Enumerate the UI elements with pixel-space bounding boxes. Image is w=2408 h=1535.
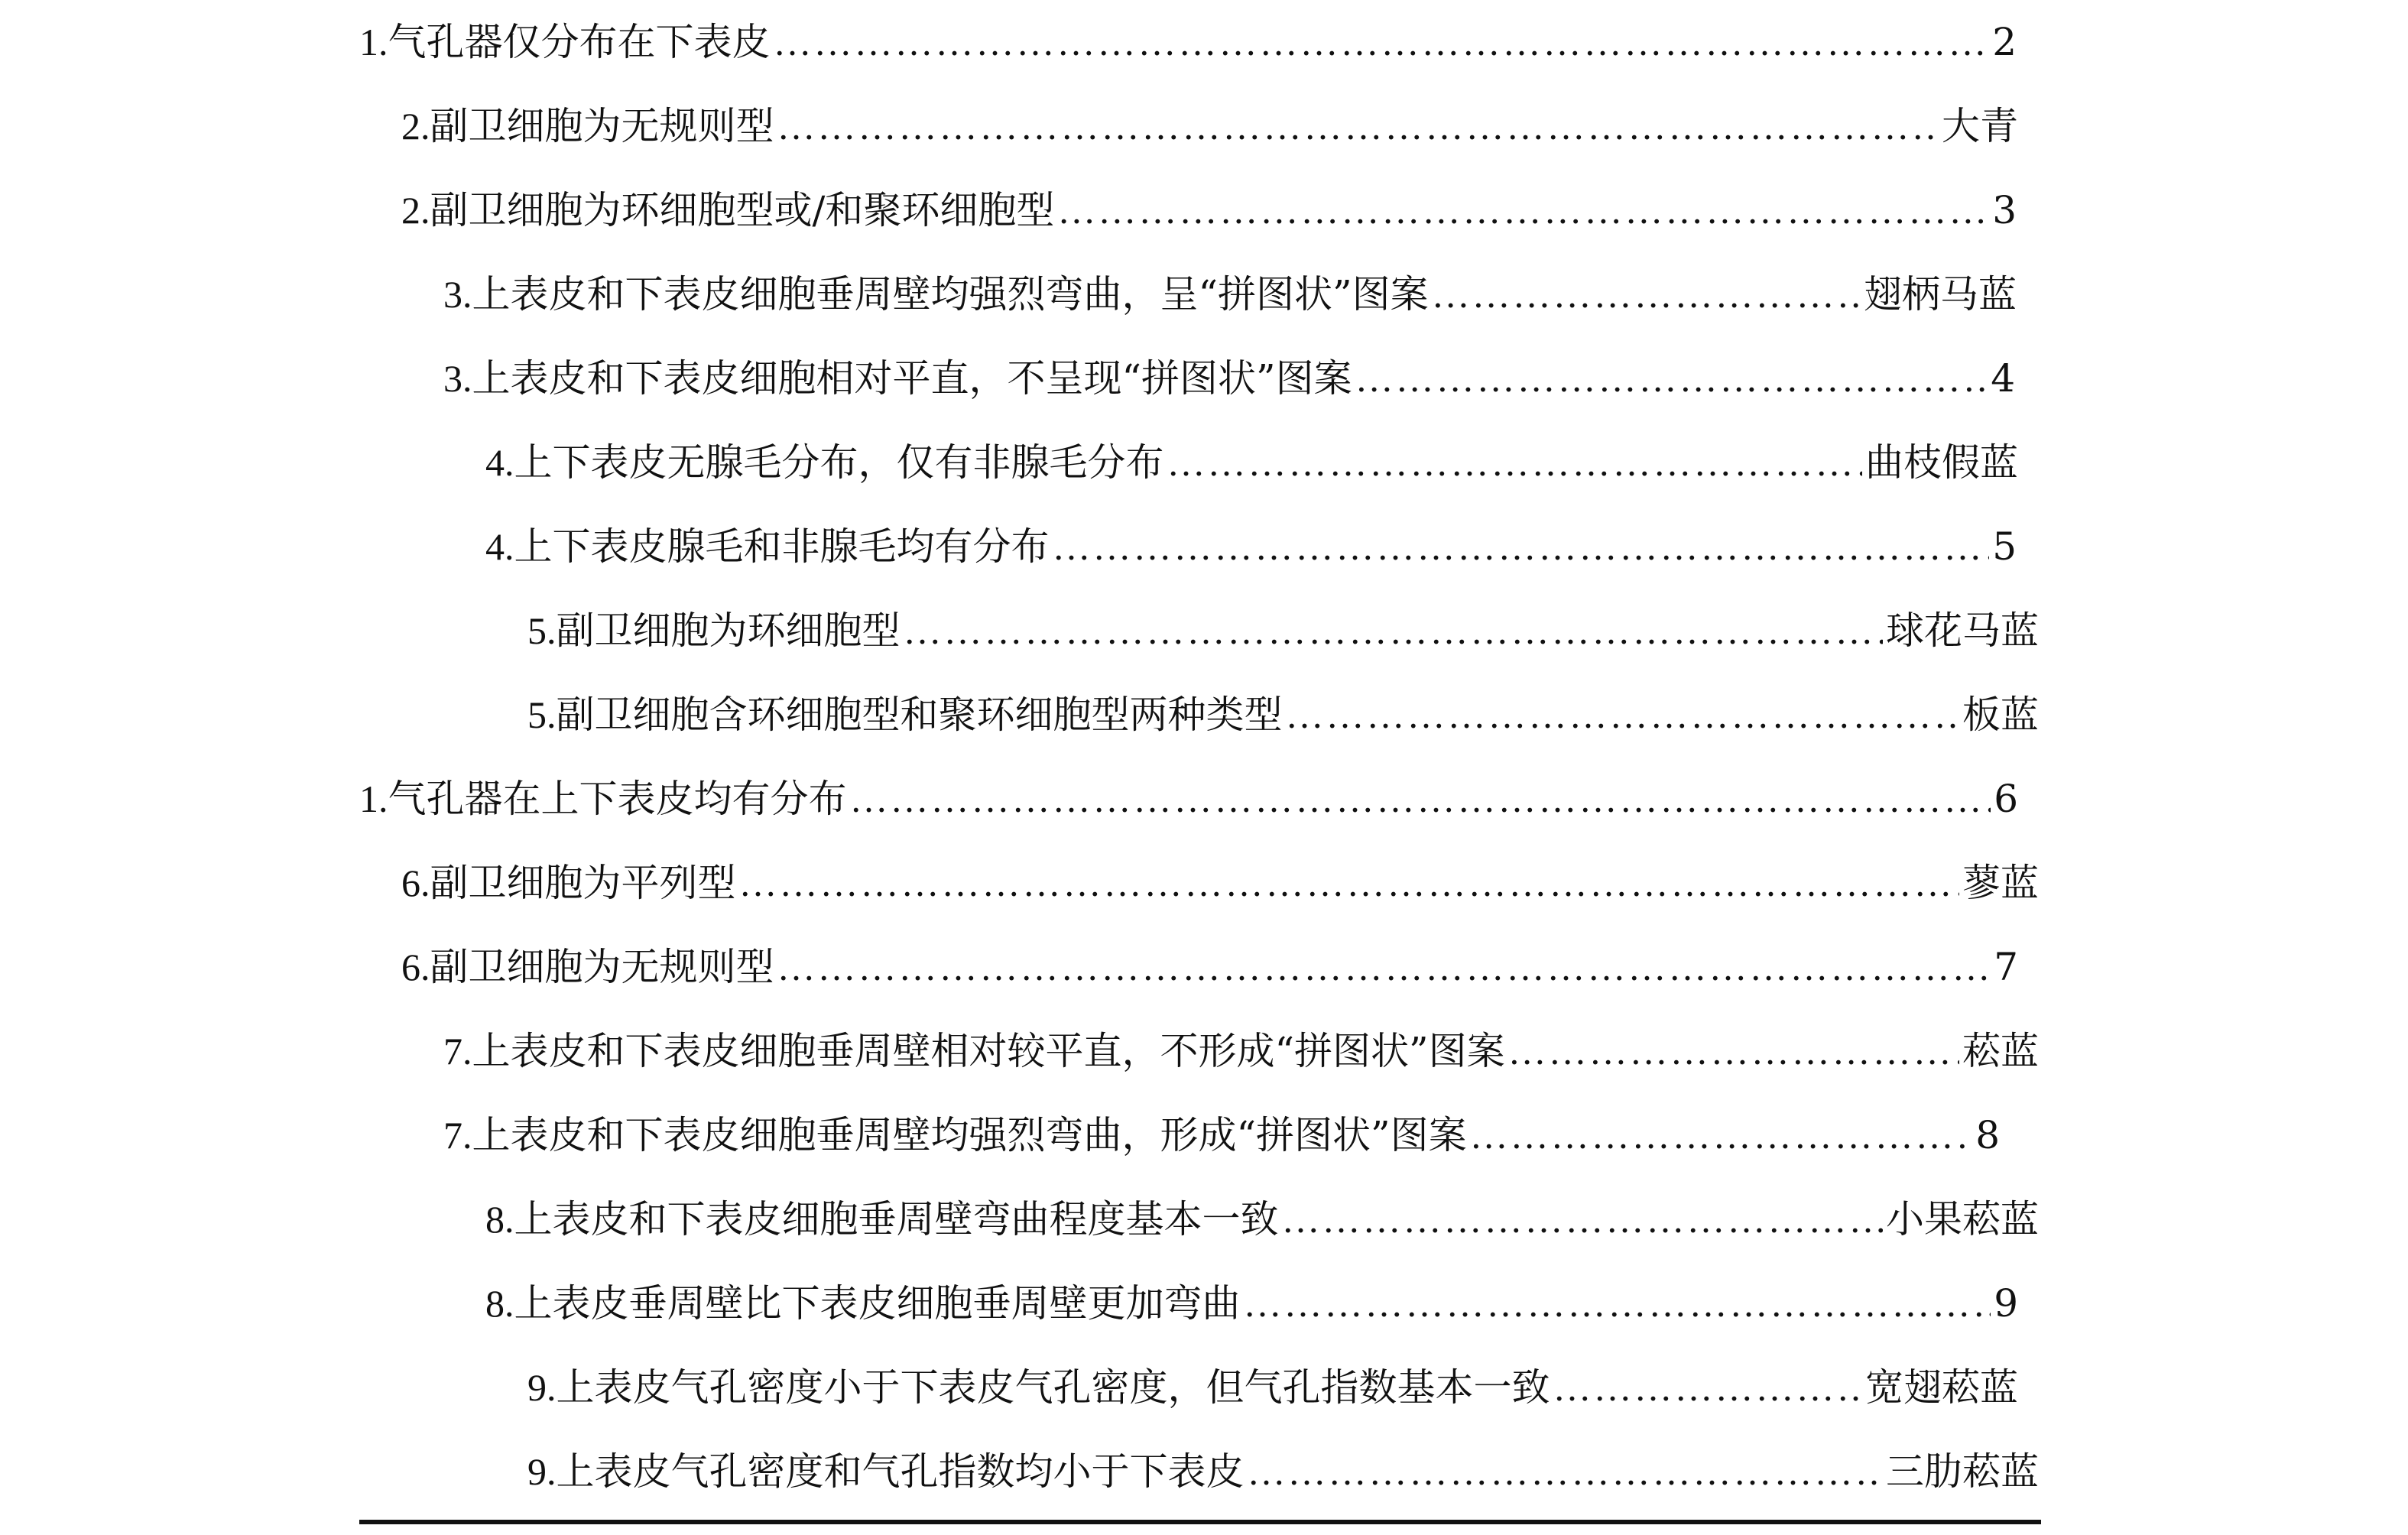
key-number: 6. <box>401 946 430 988</box>
key-number: 1. <box>359 777 388 820</box>
dot-leader <box>739 841 1960 925</box>
key-target: 曲枝假蓝 <box>1865 440 2018 485</box>
key-row <box>443 1009 2039 1093</box>
key-number: 3. <box>443 273 472 316</box>
key-description: 上下表皮腺毛和非腺毛均有分布 <box>514 524 1050 569</box>
dot-leader <box>1355 336 1988 420</box>
key-row <box>485 1261 2018 1345</box>
key-description: 上表皮和下表皮细胞垂周壁均强烈弯曲，形成“拼图状”图案 <box>472 1113 1467 1157</box>
key-target: 小果菘蓝 <box>1886 1197 2039 1241</box>
key-description: 副卫细胞为环细胞型 <box>556 608 901 653</box>
key-target: 3 <box>1992 188 2017 232</box>
key-description: 副卫细胞为无规则型 <box>430 945 774 989</box>
dot-leader <box>774 0 1990 84</box>
key-description: 上表皮气孔密度和气孔指数均小于下表皮 <box>556 1449 1245 1494</box>
key-target: 4 <box>1991 356 2015 401</box>
key-target: 7 <box>1994 945 2018 989</box>
dot-leader <box>1432 252 1861 336</box>
key-number: 2. <box>401 105 430 148</box>
key-description: 气孔器在上下表皮均有分布 <box>388 777 847 821</box>
key-number: 7. <box>443 1030 472 1073</box>
key-row <box>443 336 2015 420</box>
bottom-rule <box>359 1520 2041 1524</box>
key-row <box>443 1093 2000 1177</box>
key-description: 上表皮和下表皮细胞相对平直，不呈现“拼图状”图案 <box>472 356 1352 401</box>
key-target: 8 <box>1975 1113 2000 1157</box>
key-number: 4. <box>485 525 514 568</box>
key-number: 3. <box>443 357 472 400</box>
dot-leader <box>1057 168 1989 252</box>
key-target: 菘蓝 <box>1962 1029 2039 1073</box>
key-description: 上表皮和下表皮细胞垂周壁弯曲程度基本一致 <box>514 1197 1279 1241</box>
key-description: 副卫细胞为平列型 <box>430 861 736 905</box>
key-row <box>485 505 2017 589</box>
key-number: 9. <box>527 1366 557 1409</box>
dot-leader <box>1167 420 1863 505</box>
dot-leader <box>1508 1009 1959 1093</box>
key-description: 上下表皮无腺毛分布，仅有非腺毛分布 <box>514 440 1164 485</box>
key-row <box>527 589 2039 673</box>
key-target: 宽翅菘蓝 <box>1865 1365 2018 1410</box>
dot-leader <box>1286 673 1960 757</box>
key-target: 2 <box>1992 20 2017 64</box>
dot-leader <box>1053 505 1990 589</box>
key-target: 蓼蓝 <box>1962 861 2039 905</box>
key-row <box>485 420 2018 505</box>
key-row <box>359 0 2017 84</box>
key-target: 大青 <box>1942 104 2018 148</box>
dot-leader <box>1553 1345 1863 1430</box>
key-number: 5. <box>527 609 557 652</box>
key-target: 5 <box>1992 524 2017 569</box>
dot-leader <box>777 84 1939 168</box>
key-row <box>527 673 2039 757</box>
key-number: 9. <box>527 1450 557 1493</box>
key-description: 上表皮垂周壁比下表皮细胞垂周壁更加弯曲 <box>514 1281 1241 1326</box>
key-number: 1. <box>359 21 388 63</box>
dot-leader <box>1244 1261 1991 1345</box>
key-row <box>485 1177 2039 1261</box>
key-row <box>359 757 2018 841</box>
dot-leader <box>850 757 1991 841</box>
key-row <box>527 1430 2039 1514</box>
key-row <box>443 252 2017 336</box>
key-target: 6 <box>1994 777 2018 821</box>
key-number: 8. <box>485 1282 514 1325</box>
key-description: 气孔器仅分布在下表皮 <box>388 20 771 64</box>
key-row <box>527 1345 2018 1430</box>
dot-leader <box>1470 1093 1973 1177</box>
key-target: 板蓝 <box>1962 693 2039 737</box>
key-number: 5. <box>527 693 557 736</box>
key-description: 上表皮和下表皮细胞垂周壁均强烈弯曲，呈“拼图状”图案 <box>472 272 1429 316</box>
key-target: 9 <box>1994 1281 2018 1326</box>
key-row <box>401 925 2018 1009</box>
key-number: 2. <box>401 189 430 232</box>
key-number: 8. <box>485 1198 514 1241</box>
dot-leader <box>777 925 1991 1009</box>
key-description: 上表皮和下表皮细胞垂周壁相对较平直，不形成“拼图状”图案 <box>472 1029 1505 1073</box>
key-description: 副卫细胞为环细胞型或/和聚环细胞型 <box>430 188 1055 232</box>
key-row <box>401 841 2039 925</box>
dot-leader <box>904 589 1884 673</box>
key-description: 副卫细胞含环细胞型和聚环细胞型两种类型 <box>556 693 1283 737</box>
key-target: 翅柄马蓝 <box>1864 272 2017 316</box>
dot-leader <box>1282 1177 1884 1261</box>
key-number: 6. <box>401 862 430 904</box>
key-target: 三肋菘蓝 <box>1886 1449 2039 1494</box>
dot-leader <box>1248 1430 1884 1514</box>
key-row <box>401 84 2018 168</box>
key-number: 7. <box>443 1114 472 1157</box>
key-target: 球花马蓝 <box>1886 608 2039 653</box>
key-description: 副卫细胞为无规则型 <box>430 104 774 148</box>
key-row <box>401 168 2017 252</box>
key-description: 上表皮气孔密度小于下表皮气孔密度，但气孔指数基本一致 <box>556 1365 1550 1410</box>
key-number: 4. <box>485 441 514 484</box>
